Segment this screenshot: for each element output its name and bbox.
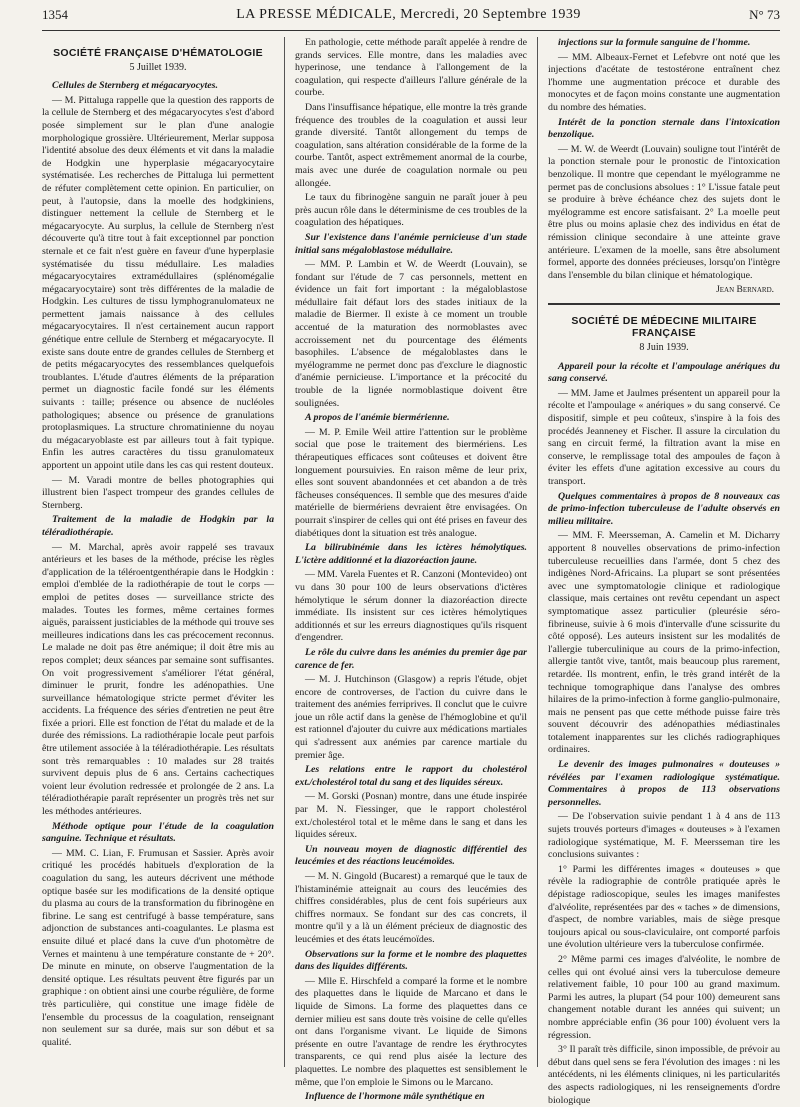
column-3 [548,37,781,1106]
column-divider [284,37,285,1067]
section-title-medecine-militaire: SOCIÉTÉ DE MÉDECINE MILITAIRE FRANÇAISE [571,314,757,340]
section-date: 8 Juin 1939. [639,342,689,354]
article-body: En pathologie, cette méthode paraît appelée à rendre de grands services. Elle montre, dans les maladies avec hyperinose, une tendance à l'allongement de la coagulation, qui respecte d'ailleurs l'allure générale de la courbe. [295,37,528,99]
article-body: 2° Même parmi ces images d'alvéolite, le nombre de celles qui ont évolué ainsi vers la tuberculose demeure relativement faible, 10 pour 100 au grand maximum. Parmi les autres, la plupart (54 pour 100) demeurent sans changement notable durant les années qui suivent; un nombre appréciable enfin (36 pour 100) évoluent vers la régression. [548,953,781,1041]
article-body: — Mlle E. Hirschfeld a comparé la forme et le nombre des plaquettes dans le liquide de Marcano et dans le liquide de Simons. La forme des plaquettes dans ce dernier milieu est sans doute très voisine de celle qu'elles ont dans l'organisme vivant. Le liquide de Simons présente en outre l'avantage de rendre les érythrocytes transparents, ce qui rend plus aisée la lecture des plaquettes. Le nombre des plaquettes est sensiblement le même, que l'on emploie le Simons ou le Marcano. [295,975,528,1088]
article-body: — MM. C. Lian, F. Frumusan et Sassier. Après avoir critiqué les procédés habituels d'exploration de la coagulation du sang, les auteurs décrivent une méthode optique basée sur les modifications de la densité optique du plasma au cours de la transformation du fibrinogène en fibrine. Le sang est centrifugé à basse température, sans adjonction de substances anti-coagulantes. Le plasma est ensuite dilué et placé dans la cuve d'un photomètre de Vernes et maintenu à une température constante de + 20°. De minute en minute, on observe l'augmentation de la densité optique. Les résultats peuvent être figurés par un graphique : on obtient ainsi une courbe régulière, de forme très particulière, qui constitue une image fidèle de l'ensemble du processus de la coagulation, renseignant non seulement sur sa durée, mais sur son début et sa qualité. [42,847,275,1048]
article-title: Un nouveau moyen de diagnostic différentiel des leucémies et des réactions leucémoïdes. [295,843,528,868]
article-body: — M. J. Hutchinson (Glasgow) a repris l'étude, objet encore de controverses, de l'action du cuivre dans le traitement des anémies ferriprives. Il conclut que le cuivre joue un rôle actif dans la genèse de l'hémoglobine et qu'il est rationnel d'ajouter du cuivre aux médications martiales qui s'adressent aux anémies par carence martiale du premier âge. [295,674,528,761]
article-title: Observations sur la forme et le nombre des plaquettes dans des liquides différents. [295,948,528,973]
issue-number: N° 73 [749,7,780,22]
article-title: Influence de l'hormone mâle synthétique en [305,1091,485,1103]
article-body: — M. P. Emile Weil attire l'attention sur le problème social que pose le traitement des biermériens. Les thérapeutiques efficaces sont coûteuses et doivent être longuement poursuivies. En raison même de leur prix, elles sont souvent abandonnées et cet abandon a de très fâcheuses conséquences. Il semble que des mesures d'aide matérielle de biermériens devraient être envisagées. On pourrait s'inspirer de celles qui ont été prises en faveur des diabétiques dont la situation est très analogue. [295,426,528,539]
article-body: 3° Il paraît très difficile, sinon impossible, de prévoir au début dans quel sens se fera l'évolution des images : ni les antécédents, ni les éléments cliniques, ni les particularités des aspects radiologiques, ni les renseignements d'ordre biologique [548,1044,781,1106]
article-title: Appareil pour la récolte et l'ampoulage anériques du sang conservé. [548,360,781,385]
article-title: Sur l'existence dans l'anémie pernicieuse d'un stade initial sans mégaloblastose médullaire. [295,231,528,256]
article-title: Cellules de Sternberg et mégacaryocytes. [52,80,218,92]
article-title: Le devenir des images pulmonaires « douteuses » révélées par l'examen radiologique systématique. Commentaires à propos de 113 observations personnelles. [548,759,781,808]
article-body: — MM. Jame et Jaulmes présentent un appareil pour la récolte et l'ampoulage « anériques » du sang conservé. Ce dispositif, simple et peu coûteux, s'inspire à la fois des procédés Jeanneney et Fischer. Il assure la circulation du sang en circuit fermé, la filtration avant la mise en conserve, le remplissage total des ampoules de façon à éviter les effets d'une agitation excessive au cours du transport. [548,387,781,487]
article-title: A propos de l'anémie biermérienne. [305,412,450,424]
article-body: — M. N. Gingold (Bucarest) a remarqué que le taux de l'histaminémie atteignait au cours des leucémies des chiffres considérables, plus de cent fois supérieurs aux chiffres normaux. Se fondant sur des cas concrets, il montre qu'il y a là un élément précieux de diagnostic des leucémies et des états leucémoïdes. [295,871,528,945]
article-title: Le rôle du cuivre dans les anémies du premier âge par carence de fer. [295,646,528,671]
article-title: injections sur la formule sanguine de l'homme. [558,37,751,48]
column-1 [42,37,274,1067]
article-body: — M. Varadi montre de belles photographies qui illustrent bien l'aspect trompeur des grandes cellules de Sternberg. [42,474,275,511]
journal-title: LA PRESSE MÉDICALE, Mercredi, 20 Septembre 1939 [236,7,581,22]
article-body: — M. W. de Weerdt (Louvain) souligne tout l'intérêt de la ponction sternale pour le pronostic de l'intoxication benzolique. Il montre que cependant le myélogramme ne permet pas de conclusions absolues : 1° L'issue fatale peut se produire à brève échéance chez des sujets dont le myélogramme est encore satisfaisant. 2° La moelle peut être plus ou moins aplasie chez des individus en état de rémission clinique secondaire à une atteinte grave antérieure. L'examen de la moelle, sans être absolument formel, apporte des données précieuses, lorsqu'on l'intègre dans l'ensemble du bilan clinique et hématologique. [548,143,781,281]
article-body: — M. Marchal, après avoir rappelé ses travaux antérieurs et les bases de la méthode, précise les règles d'application de la téléroentgenthérapie dans le Hodgkin : emploi d'emblée de la radiothérapie de tout le corps — emploi de petites doses — surveillance stricte des malades. Toutes les formes, même certaines formes aiguës, paraissent justiciables de la méthode qui trouve ses meilleures indications dans les cas précocement reconnus. Le malade ne doit pas être anémique; il doit être mis au repos complet; deux séances par semaine sont suffisantes. On voit progressivement s'améliorer l'état général, diminuer le prurit, fondre les adénopathies. Une surveillance hématologique stricte permet d'éviter les accidents. La fréquence des séries d'entretien ne peut être fixée a priori. Elle est fonction de l'état du malade et de la durée des rémissions. La radiothérapie locale peut parfois être utilement associée à la téléradiothérapie. Les résultats sont très remarquables : 10 malades sur 28 traités survivent depuis plus de 6 ans. Certains cachectiques voient leur évolution redressée et prolongée de 2 ans. La téléradiothérapie paraît représenter un progrès très net sur les méthodes antérieures. [42,541,275,818]
page-header [42,0,780,31]
article-title: Intérêt de la ponction sternale dans l'intoxication benzolique. [548,116,781,141]
section-title-hematologie: SOCIÉTÉ FRANÇAISE D'HÉMATOLOGIE [53,47,263,59]
article-title: La bilirubinémie dans les ictères hémolytiques. L'ictère additionné et la diazoréaction jaune. [295,542,528,566]
article-body: Dans l'insuffisance hépatique, elle montre la très grande fréquence des troubles de la coagulation et aussi leur grande diversité. Tantôt allongement du temps de coagulation, sans altération considérable de la forme de la courbe. Tantôt, aspect extrêmement anormal de la courbe, mais avec une durée de coagulation normale ou peu allongée. [295,101,528,189]
section-date: 5 Juillet 1939. [129,61,187,73]
section-rule [548,303,780,305]
column-2 [295,37,528,1103]
article-title: Méthode optique pour l'étude de la coagulation sanguine. Technique et résultats. [42,820,275,845]
article-body: — MM. F. Meersseman, A. Camelin et M. Dicharry apportent 8 nouvelles observations de primo-infection tuberculeuse recueillies dans l'armée, dont 5 chez des indigènes Nord-Africains. La plupart se sont présentées avec une symptomatologie clinique et radiologique classique, mais certaines ont revêtu cependant un aspect symptomatique assez particulier (pleurésie séro-fibrineuse, suivie à 6 mois d'intervalle d'une scissurite du côté opposé). Les auteurs insistent sur les modalités de l'allergie tuberculinique au cours de la primo-infection, allergie tantôt vive, tantôt, mais beaucoup plus rarement, retardée. Ils montrent, enfin, le très grand intérêt de la technique tomographique dans l'analyse des ombres hilaires de la primo-infection à forme ganglio-pulmonaire, mais ne pensent pas que cette méthode puisse faire très souvent découvrir des adénopathies médiastinales totalement inapparentes sur les clichés radiographiques ordinaires. [548,530,781,756]
article-title: Traitement de la maladie de Hodgkin par la téléradiothérapie. [42,514,275,538]
article-body: — MM. Varela Fuentes et R. Canzoni (Montevideo) ont vu dans 30 pour 100 de leurs observations d'ictères hémolytique le sérum donner la diazoréaction directe immédiate. Ils insistent sur ces ictères hémolytiques additionnés et sur les erreurs diagnostiques qu'ils risquent d'engendrer. [295,569,528,644]
author-signature: Jean Bernard. [716,285,775,296]
article-body: — M. Gorski (Posnan) montre, dans une étude inspirée par M. N. Fiessinger, que le rapport cholestérol ext./cholestérol total et le même dans le sang et dans les liquides séreux. [295,791,528,841]
article-body: Le taux du fibrinogène sanguin ne paraît jouer à peu près aucun rôle dans le déterminisme de ces troubles de la coagulation des hépatiques. [295,192,528,229]
article-title: Quelques commentaires à propos de 8 nouveaux cas de primo-infection tuberculeuse de l'adulte observés en milieu militaire. [548,490,781,527]
column-divider [537,37,538,1067]
article-columns [42,37,781,1106]
article-body: — MM. P. Lambin et W. de Weerdt (Louvain), se fondant sur l'étude de 7 cas personnels, mettent en évidence un fait fort important : la mégaloblastose médullaire fait défaut lors des stades initiaux de la maladie de Biermer. Il existe à ce moment un trouble accentué de la maturation des normoblastes avec accroissement net du pourcentage des éléments basophiles. L'absence de mégaloblastes dans le myélogramme ne permet donc pas d'exclure le diagnostic d'anémie pernicieuse. L'importance et la précocité du trouble de la lignée normoblastique doivent être soulignées. [295,259,528,409]
article-body: — De l'observation suivie pendant 1 à 4 ans de 113 sujets trouvés porteurs d'images « douteuses » à l'examen radiologique systématique, M. F. Meersseman tire les conclusions suivantes : [548,811,781,861]
article-body: — MM. Albeaux-Fernet et Lefebvre ont noté que les injections d'acétate de testostérone entraînent chez l'homme une augmentation précoce et durable des monocytes et de façon moins constante une augmentation du nombre des hématies. [548,51,781,113]
article-body: — M. Pittaluga rappelle que la question des rapports de la cellule de Sternberg et des mégacaryocytes s'est d'abord posée simplement sur le plan d'une analogie morphologique grossière. Ultérieurement, Merlar supposa l'identité absolue des deux éléments et vit dans la maladie de Hodgkin une hyperplasie mégacaryocytaire systématisée. Les recherches de Pittaluga lui permettent de réfuter complètement cette opinion. En particulier, on peut, à l'autopsie, dans la moelle des hodgkiniens, distinguer nettement la cellule de Sternberg et le mégacaryocyte. Au surplus, la cellule de Sternberg n'est découverte qu'à titre tout à fait exceptionnel par ponction sternale et ce fait n'est guère en faveur d'une hyperplasie systématisée du tissu médullaire. Les maladies mégacaryocytaires extramédullaires (splénomégalie mégacaryocytaire) sont très différentes de la maladie de Hodgkin. Les cultures de tissu lymphogranulomateux ne permettent jamais naissance à des cellules mégacaryocytaires. Il n'est certainement aucun rapport génétique entre cellule de Sternberg et mégacaryocyte. Il existe sans doute entre de grandes cellules de Sternberg et de petits mégacaryocytes des ressemblances quelquefois troublantes. L'étude d'autres éléments de la préparation permet un diagnostic facile fondé sur les éléments suivants : taille; présence ou absence de nucléoles pathologiques; absence ou présence de granulations protoplasmiques. La structure chromatinienne du noyau du mégacaryoblaste est par ailleurs tout à fait typique. Enfin les autres caractères du tissu granulomateux apportent un appoint utile dans les cas qui restent douteux. [42,94,275,471]
page-number: 1354 [42,7,68,22]
article-body: 1° Parmi les différentes images « douteuses » que révèle la radiographie de contrôle pratiquée après le dépistage radioscopique, seules les images manifestes d'alvéolite, représentées par des « taches » de dimensions, d'aspect, de nombre variables, mais de siège presque toujours apical ou sous-claviculaire, ont comporté parfois une évolution ultérieure vers la tuberculose confirmée. [548,863,781,951]
article-title: Les relations entre le rapport du cholestérol ext./cholestérol total du sang et des liquides séreux. [295,764,528,788]
